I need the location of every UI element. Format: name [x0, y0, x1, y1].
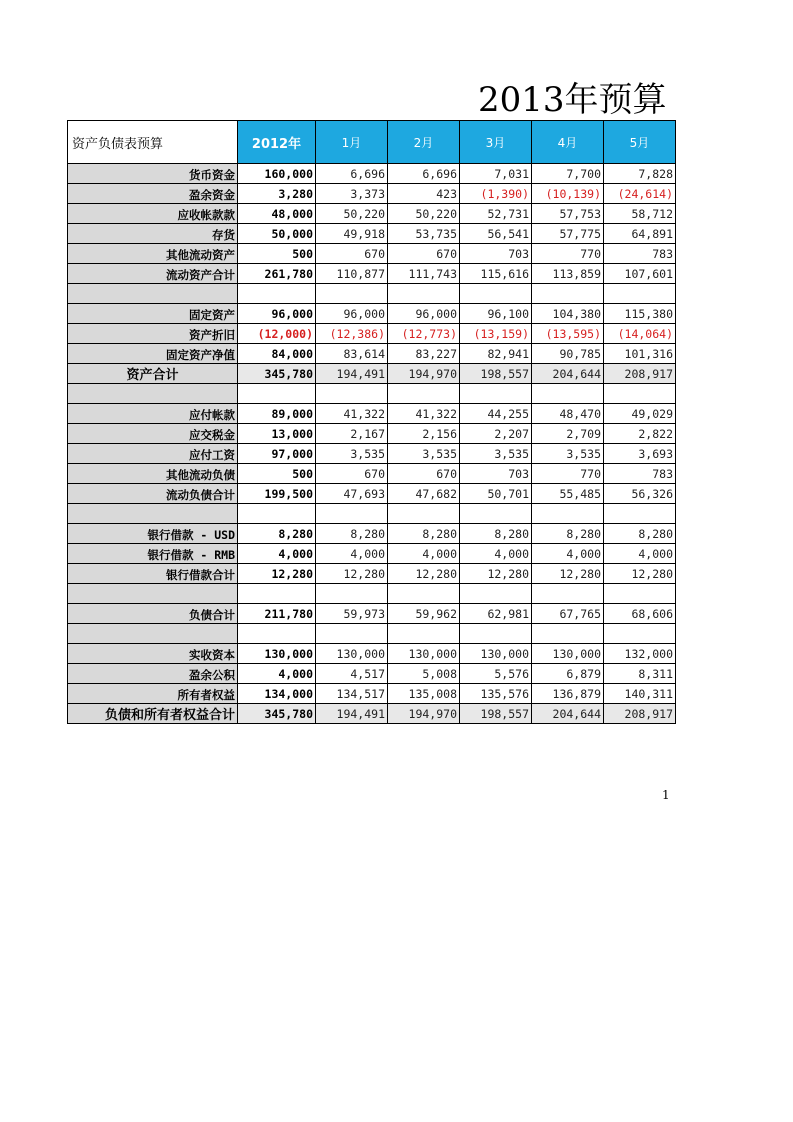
- cell-month[interactable]: 703: [460, 244, 532, 264]
- row-label[interactable]: 银行借款 - RMB: [68, 544, 238, 564]
- cell-2012[interactable]: 13,000: [238, 424, 316, 444]
- cell-month[interactable]: [460, 504, 532, 524]
- cell-month[interactable]: 56,326: [604, 484, 676, 504]
- cell-2012[interactable]: 50,000: [238, 224, 316, 244]
- cell-month[interactable]: 770: [532, 464, 604, 484]
- table-row: [68, 264, 676, 284]
- row-label[interactable]: 负债合计: [68, 604, 238, 624]
- cell-month[interactable]: 6,696: [316, 164, 388, 184]
- row-label[interactable]: [68, 504, 238, 524]
- row-label[interactable]: 所有者权益: [68, 684, 238, 704]
- table-row: [68, 184, 676, 204]
- cell-month[interactable]: [388, 504, 460, 524]
- cell-month[interactable]: 96,000: [316, 304, 388, 324]
- cell-month[interactable]: 96,100: [460, 304, 532, 324]
- cell-month[interactable]: 101,316: [604, 344, 676, 364]
- row-label[interactable]: [68, 384, 238, 404]
- cell-2012[interactable]: 345,780: [238, 364, 316, 384]
- cell-month[interactable]: [604, 624, 676, 644]
- cell-month[interactable]: (13,595): [532, 324, 604, 344]
- header-col-feb[interactable]: 2月: [388, 121, 460, 164]
- table-row: [68, 604, 676, 624]
- table-row: [68, 664, 676, 684]
- cell-month[interactable]: 48,470: [532, 404, 604, 424]
- table-row: [68, 464, 676, 484]
- cell-month[interactable]: 58,712: [604, 204, 676, 224]
- cell-month[interactable]: 41,322: [388, 404, 460, 424]
- row-label[interactable]: 固定资产: [68, 304, 238, 324]
- cell-month[interactable]: [604, 584, 676, 604]
- cell-month[interactable]: (14,064): [604, 324, 676, 344]
- row-label[interactable]: 资产折旧: [68, 324, 238, 344]
- row-label[interactable]: [68, 624, 238, 644]
- cell-month[interactable]: 770: [532, 244, 604, 264]
- cell-month[interactable]: 6,696: [388, 164, 460, 184]
- cell-month[interactable]: 194,491: [316, 364, 388, 384]
- cell-month[interactable]: 204,644: [532, 704, 604, 724]
- cell-month[interactable]: 130,000: [532, 644, 604, 664]
- cell-month[interactable]: 4,000: [316, 544, 388, 564]
- cell-month[interactable]: 62,981: [460, 604, 532, 624]
- cell-month[interactable]: 4,000: [460, 544, 532, 564]
- cell-2012[interactable]: 261,780: [238, 264, 316, 284]
- cell-month[interactable]: 49,918: [316, 224, 388, 244]
- row-label[interactable]: 负债和所有者权益合计: [68, 704, 238, 724]
- cell-month[interactable]: 12,280: [604, 564, 676, 584]
- cell-month[interactable]: (12,386): [316, 324, 388, 344]
- cell-month[interactable]: 7,700: [532, 164, 604, 184]
- page-number: 1: [662, 788, 670, 802]
- cell-month[interactable]: [388, 624, 460, 644]
- cell-month[interactable]: 49,029: [604, 404, 676, 424]
- cell-month[interactable]: 12,280: [532, 564, 604, 584]
- cell-month[interactable]: [532, 624, 604, 644]
- balance-sheet-budget-table: [67, 120, 676, 724]
- table-row: [68, 644, 676, 664]
- header-corner-label[interactable]: 资产负债表预算: [68, 121, 238, 164]
- table-row: [68, 304, 676, 324]
- cell-month[interactable]: [532, 384, 604, 404]
- table-row: [68, 164, 676, 184]
- cell-month[interactable]: 8,280: [532, 524, 604, 544]
- cell-month[interactable]: 115,380: [604, 304, 676, 324]
- cell-month[interactable]: 670: [316, 464, 388, 484]
- cell-2012[interactable]: 134,000: [238, 684, 316, 704]
- row-label[interactable]: 流动资产合计: [68, 264, 238, 284]
- row-label[interactable]: 应付帐款: [68, 404, 238, 424]
- cell-month[interactable]: 423: [388, 184, 460, 204]
- cell-month[interactable]: 4,000: [532, 544, 604, 564]
- cell-month[interactable]: 3,373: [316, 184, 388, 204]
- table-row: [68, 684, 676, 704]
- table-row: [68, 564, 676, 584]
- row-label[interactable]: 银行借款合计: [68, 564, 238, 584]
- cell-month[interactable]: [388, 584, 460, 604]
- cell-month[interactable]: 59,973: [316, 604, 388, 624]
- cell-month[interactable]: 41,322: [316, 404, 388, 424]
- row-label[interactable]: 盈余公积: [68, 664, 238, 684]
- cell-month[interactable]: 50,701: [460, 484, 532, 504]
- header-col-apr[interactable]: 4月: [532, 121, 604, 164]
- header-col-mar[interactable]: 3月: [460, 121, 532, 164]
- cell-month[interactable]: [316, 504, 388, 524]
- cell-month[interactable]: 194,970: [388, 364, 460, 384]
- table-row: [68, 224, 676, 244]
- cell-month[interactable]: [460, 284, 532, 304]
- table-row: [68, 544, 676, 564]
- cell-2012[interactable]: 48,000: [238, 204, 316, 224]
- cell-2012[interactable]: [238, 384, 316, 404]
- row-label[interactable]: 应付工资: [68, 444, 238, 464]
- cell-month[interactable]: 57,775: [532, 224, 604, 244]
- cell-2012[interactable]: 12,280: [238, 564, 316, 584]
- cell-month[interactable]: [316, 384, 388, 404]
- cell-month[interactable]: 4,000: [604, 544, 676, 564]
- header-col-may[interactable]: 5月: [604, 121, 676, 164]
- cell-month[interactable]: 50,220: [388, 204, 460, 224]
- cell-month[interactable]: [316, 584, 388, 604]
- cell-month[interactable]: 52,731: [460, 204, 532, 224]
- cell-month[interactable]: 3,535: [460, 444, 532, 464]
- cell-month[interactable]: [604, 384, 676, 404]
- cell-month[interactable]: [532, 284, 604, 304]
- header-col-jan[interactable]: 1月: [316, 121, 388, 164]
- cell-month[interactable]: 8,280: [316, 524, 388, 544]
- cell-month[interactable]: 110,877: [316, 264, 388, 284]
- header-col-2012[interactable]: 2012年: [238, 121, 316, 164]
- cell-2012[interactable]: 500: [238, 244, 316, 264]
- cell-month[interactable]: [316, 284, 388, 304]
- table-row: [68, 524, 676, 544]
- cell-month[interactable]: 5,576: [460, 664, 532, 684]
- cell-2012[interactable]: [238, 504, 316, 524]
- row-label[interactable]: 盈余资金: [68, 184, 238, 204]
- cell-month[interactable]: 44,255: [460, 404, 532, 424]
- cell-month[interactable]: 130,000: [388, 644, 460, 664]
- cell-month[interactable]: [316, 624, 388, 644]
- cell-month[interactable]: 670: [388, 244, 460, 264]
- cell-2012[interactable]: [238, 624, 316, 644]
- cell-month[interactable]: 783: [604, 244, 676, 264]
- header-row: [68, 121, 676, 164]
- row-label[interactable]: 货币资金: [68, 164, 238, 184]
- cell-2012[interactable]: 130,000: [238, 644, 316, 664]
- cell-month[interactable]: 7,031: [460, 164, 532, 184]
- table-row: [68, 704, 676, 724]
- cell-2012[interactable]: 160,000: [238, 164, 316, 184]
- row-label[interactable]: 应交税金: [68, 424, 238, 444]
- blank-row: [68, 284, 676, 304]
- cell-2012[interactable]: 211,780: [238, 604, 316, 624]
- cell-month[interactable]: 5,008: [388, 664, 460, 684]
- cell-month[interactable]: 107,601: [604, 264, 676, 284]
- cell-month[interactable]: 50,220: [316, 204, 388, 224]
- table-row: [68, 424, 676, 444]
- cell-month[interactable]: 3,693: [604, 444, 676, 464]
- cell-2012[interactable]: [238, 284, 316, 304]
- cell-month[interactable]: [388, 384, 460, 404]
- cell-month[interactable]: (24,614): [604, 184, 676, 204]
- cell-month[interactable]: 8,280: [460, 524, 532, 544]
- cell-month[interactable]: 670: [388, 464, 460, 484]
- cell-month[interactable]: 90,785: [532, 344, 604, 364]
- cell-month[interactable]: 134,517: [316, 684, 388, 704]
- cell-month[interactable]: 83,614: [316, 344, 388, 364]
- table-row: [68, 444, 676, 464]
- cell-month[interactable]: 2,207: [460, 424, 532, 444]
- row-label[interactable]: 流动负债合计: [68, 484, 238, 504]
- cell-2012[interactable]: 97,000: [238, 444, 316, 464]
- table-row: [68, 484, 676, 504]
- cell-month[interactable]: [460, 584, 532, 604]
- cell-month[interactable]: 56,541: [460, 224, 532, 244]
- row-label[interactable]: 实收资本: [68, 644, 238, 664]
- cell-month[interactable]: [604, 284, 676, 304]
- cell-month[interactable]: 194,491: [316, 704, 388, 724]
- cell-month[interactable]: 130,000: [460, 644, 532, 664]
- cell-2012[interactable]: 8,280: [238, 524, 316, 544]
- cell-month[interactable]: 115,616: [460, 264, 532, 284]
- cell-month[interactable]: 57,753: [532, 204, 604, 224]
- cell-month[interactable]: 2,709: [532, 424, 604, 444]
- cell-month[interactable]: 8,280: [388, 524, 460, 544]
- cell-month[interactable]: 208,917: [604, 704, 676, 724]
- cell-month[interactable]: [604, 504, 676, 524]
- cell-month[interactable]: (12,773): [388, 324, 460, 344]
- cell-month[interactable]: 47,693: [316, 484, 388, 504]
- blank-row: [68, 584, 676, 604]
- cell-month[interactable]: 82,941: [460, 344, 532, 364]
- cell-month[interactable]: 113,859: [532, 264, 604, 284]
- cell-month[interactable]: 670: [316, 244, 388, 264]
- cell-2012[interactable]: 89,000: [238, 404, 316, 424]
- cell-month[interactable]: (10,139): [532, 184, 604, 204]
- table-row: [68, 344, 676, 364]
- cell-2012[interactable]: (12,000): [238, 324, 316, 344]
- cell-2012[interactable]: 84,000: [238, 344, 316, 364]
- cell-month[interactable]: 68,606: [604, 604, 676, 624]
- cell-month[interactable]: [460, 624, 532, 644]
- cell-month[interactable]: [532, 504, 604, 524]
- cell-month[interactable]: 3,535: [316, 444, 388, 464]
- row-label[interactable]: [68, 584, 238, 604]
- blank-row: [68, 624, 676, 644]
- table-row: [68, 364, 676, 384]
- cell-month[interactable]: 12,280: [460, 564, 532, 584]
- cell-month[interactable]: 130,000: [316, 644, 388, 664]
- cell-month[interactable]: 3,535: [388, 444, 460, 464]
- cell-month[interactable]: 96,000: [388, 304, 460, 324]
- blank-row: [68, 384, 676, 404]
- cell-month[interactable]: 104,380: [532, 304, 604, 324]
- cell-2012[interactable]: 199,500: [238, 484, 316, 504]
- cell-month[interactable]: 194,970: [388, 704, 460, 724]
- cell-2012[interactable]: 4,000: [238, 664, 316, 684]
- cell-month[interactable]: 703: [460, 464, 532, 484]
- table-row: [68, 404, 676, 424]
- cell-month[interactable]: 140,311: [604, 684, 676, 704]
- cell-month[interactable]: 198,557: [460, 364, 532, 384]
- cell-month[interactable]: 783: [604, 464, 676, 484]
- cell-month[interactable]: 59,962: [388, 604, 460, 624]
- page-title: 2013年预算: [478, 80, 667, 120]
- cell-2012[interactable]: [238, 584, 316, 604]
- table-row: [68, 324, 676, 344]
- cell-month[interactable]: 8,311: [604, 664, 676, 684]
- cell-month[interactable]: 3,535: [532, 444, 604, 464]
- cell-month[interactable]: 6,879: [532, 664, 604, 684]
- cell-month[interactable]: 4,000: [388, 544, 460, 564]
- row-label[interactable]: 银行借款 - USD: [68, 524, 238, 544]
- cell-month[interactable]: [532, 584, 604, 604]
- cell-month[interactable]: [388, 284, 460, 304]
- cell-month[interactable]: 198,557: [460, 704, 532, 724]
- cell-2012[interactable]: 345,780: [238, 704, 316, 724]
- row-label[interactable]: 资产合计: [68, 364, 238, 384]
- cell-month[interactable]: 111,743: [388, 264, 460, 284]
- row-label[interactable]: 应收帐款款: [68, 204, 238, 224]
- table-row: [68, 204, 676, 224]
- cell-month[interactable]: 8,280: [604, 524, 676, 544]
- blank-row: [68, 504, 676, 524]
- cell-month[interactable]: 204,644: [532, 364, 604, 384]
- row-label[interactable]: 其他流动资产: [68, 244, 238, 264]
- cell-month[interactable]: 53,735: [388, 224, 460, 244]
- cell-month[interactable]: 12,280: [316, 564, 388, 584]
- cell-month[interactable]: (1,390): [460, 184, 532, 204]
- cell-month[interactable]: 67,765: [532, 604, 604, 624]
- cell-month[interactable]: 55,485: [532, 484, 604, 504]
- cell-month[interactable]: 64,891: [604, 224, 676, 244]
- cell-month[interactable]: 135,576: [460, 684, 532, 704]
- cell-month[interactable]: 135,008: [388, 684, 460, 704]
- cell-month[interactable]: 136,879: [532, 684, 604, 704]
- cell-month[interactable]: 132,000: [604, 644, 676, 664]
- cell-month[interactable]: 47,682: [388, 484, 460, 504]
- cell-month[interactable]: 2,822: [604, 424, 676, 444]
- cell-2012[interactable]: 96,000: [238, 304, 316, 324]
- cell-2012[interactable]: 4,000: [238, 544, 316, 564]
- cell-month[interactable]: 12,280: [388, 564, 460, 584]
- cell-month[interactable]: 7,828: [604, 164, 676, 184]
- cell-month[interactable]: (13,159): [460, 324, 532, 344]
- cell-2012[interactable]: 3,280: [238, 184, 316, 204]
- cell-month[interactable]: 2,156: [388, 424, 460, 444]
- cell-2012[interactable]: 500: [238, 464, 316, 484]
- row-label[interactable]: 其他流动负债: [68, 464, 238, 484]
- cell-month[interactable]: [460, 384, 532, 404]
- cell-month[interactable]: 83,227: [388, 344, 460, 364]
- row-label[interactable]: 存货: [68, 224, 238, 244]
- table-row: [68, 244, 676, 264]
- row-label[interactable]: 固定资产净值: [68, 344, 238, 364]
- cell-month[interactable]: 208,917: [604, 364, 676, 384]
- cell-month[interactable]: 2,167: [316, 424, 388, 444]
- row-label[interactable]: [68, 284, 238, 304]
- cell-month[interactable]: 4,517: [316, 664, 388, 684]
